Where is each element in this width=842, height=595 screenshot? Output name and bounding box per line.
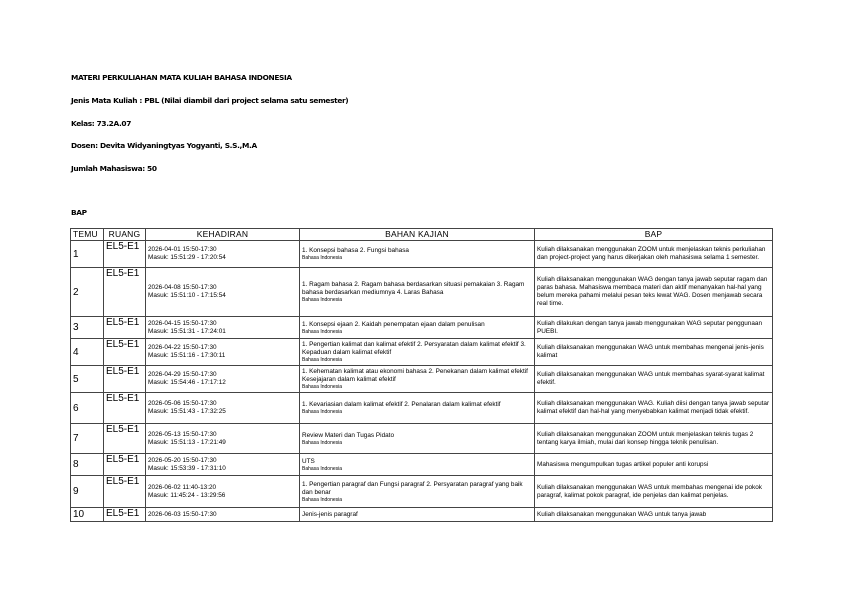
schedule-text: 2026-04-29 15:50-17:30 xyxy=(148,371,217,378)
topic-text: 1. Kehematan kalimat atau ekonomi bahasa 2. Penekanan dalam kalimat efektif Kesejajaran dalam kalimat efektif xyxy=(302,368,528,383)
bap-cell: Kuliah dilaksanakan menggunakan WAG. Kuliah diisi dengan tanya jawab seputar kalimat efektif dan hal-hal yang menyebabkan kalimat menjadi tidak efektif. xyxy=(535,393,773,424)
course-label: Bahasa Indonesia xyxy=(302,297,343,303)
class-code: Kelas: 73.2A.07 xyxy=(71,119,131,128)
bap-cell: Mahasiswa mengumpulkan tugas artikel populer anti korupsi xyxy=(535,454,773,476)
topic-text: 1. Konsepsi ejaan 2. Kaidah penempatan ejaan dalam penulisan xyxy=(302,320,485,328)
check-in-text: Masuk: 15:51:43 - 17:32:25 xyxy=(148,408,226,415)
attendance-cell xyxy=(146,508,300,522)
room-cell: EL5-E1 xyxy=(104,268,146,317)
schedule-text: 2026-04-01 15:50-17:30 xyxy=(148,246,217,253)
table-row xyxy=(71,424,773,454)
room-cell: EL5-E1 xyxy=(104,476,146,508)
bap-cell: Kuliah dilaksanakan menggunakan WAG untuk membahas mengenai jenis-jenis kalimat xyxy=(535,339,773,366)
topic-cell xyxy=(300,393,535,424)
course-type: Jenis Mata Kuliah : PBL (Nilai diambil dari project selama satu semester) xyxy=(71,96,349,105)
bap-cell: Kuliah dilaksanakan menggunakan WAG untuk tanya jawab xyxy=(535,508,773,522)
room-cell: EL5-E1 xyxy=(104,393,146,424)
check-in-text: Masuk: 15:51:13 - 17:21:49 xyxy=(148,438,226,446)
table-row xyxy=(71,317,773,339)
course-label: Bahasa Indonesia xyxy=(302,328,343,335)
column-header-ruang: RUANG xyxy=(104,229,146,241)
temu-cell: 8 xyxy=(71,454,104,476)
check-in-text: Masuk: 11:45:24 - 13:29:56 xyxy=(148,491,226,499)
check-in-text: Masuk: 15:51:16 - 17:30:11 xyxy=(148,352,226,359)
room-cell: EL5-E1 xyxy=(104,508,146,522)
course-label: Bahasa Indonesia xyxy=(302,255,343,261)
temu-cell: 3 xyxy=(71,317,104,339)
check-in-text: Masuk: 15:51:31 - 17:24:01 xyxy=(148,327,226,335)
topic-cell xyxy=(300,317,535,339)
table-header-row xyxy=(71,229,773,241)
schedule-text: 2026-05-13 15:50-17:30 xyxy=(148,430,217,438)
check-in-text: Masuk: 15:51:10 - 17:15:54 xyxy=(148,292,226,299)
bap-table xyxy=(70,228,773,522)
table-row xyxy=(71,476,773,508)
room-cell: EL5-E1 xyxy=(104,241,146,268)
topic-text: UTS xyxy=(302,457,315,465)
table-row xyxy=(71,366,773,393)
course-label: Bahasa Indonesia xyxy=(302,439,343,446)
temu-cell: 1 xyxy=(71,241,104,268)
course-label: Bahasa Indonesia xyxy=(302,384,343,390)
temu-cell: 6 xyxy=(71,393,104,424)
course-label: Bahasa Indonesia xyxy=(302,496,343,503)
attendance-cell xyxy=(146,317,300,339)
room-cell: EL5-E1 xyxy=(104,424,146,454)
attendance-cell xyxy=(146,393,300,424)
table-row xyxy=(71,268,773,317)
bap-cell: Kuliah dilaksanakan menggunakan WAG untuk membahas syarat-syarat kalimat efektif. xyxy=(535,366,773,393)
topic-cell xyxy=(300,508,535,522)
topic-cell xyxy=(300,339,535,366)
topic-cell xyxy=(300,268,535,317)
topic-text: Review Materi dan Tugas Pidato xyxy=(302,431,395,439)
temu-cell: 2 xyxy=(71,268,104,317)
check-in-text: Masuk: 15:51:29 - 17:20:54 xyxy=(148,254,226,261)
topic-cell xyxy=(300,476,535,508)
topic-text: 1. Kevariasian dalam kalimat efektif 2. Penalaran dalam kalimat efektif xyxy=(302,401,501,408)
bap-cell: Kuliah dilakukan dengan tanya jawab menggunakan WAG seputar penggunaan PUEBI. xyxy=(535,317,773,339)
document-title: MATERI PERKULIAHAN MATA KULIAH BAHASA INDONESIA xyxy=(71,73,292,82)
room-cell: EL5-E1 xyxy=(104,317,146,339)
attendance-cell xyxy=(146,241,300,268)
room-cell: EL5-E1 xyxy=(104,454,146,476)
room-cell: EL5-E1 xyxy=(104,339,146,366)
course-label: Bahasa Indonesia xyxy=(302,409,343,415)
table-row xyxy=(71,393,773,424)
topic-text: 1. Pengertian kalimat dan kalimat efektif 2. Persyaratan dalam kalimat efektif 3. Kepaduan dalam kalimat efektif xyxy=(302,341,526,356)
topic-cell xyxy=(300,424,535,454)
schedule-text: 2026-04-15 15:50-17:30 xyxy=(148,319,217,327)
attendance-cell xyxy=(146,366,300,393)
schedule-text: 2026-04-22 15:50-17:30 xyxy=(148,344,217,351)
room-cell: EL5-E1 xyxy=(104,366,146,393)
schedule-text: 2026-04-08 15:50-17:30 xyxy=(148,284,217,291)
schedule-text: 2026-05-06 15:50-17:30 xyxy=(148,400,217,407)
table-row xyxy=(71,454,773,476)
schedule-text: 2026-06-03 15:50-17:30 xyxy=(148,510,217,518)
temu-cell: 4 xyxy=(71,339,104,366)
section-heading: BAP xyxy=(71,208,87,217)
attendance-cell xyxy=(146,454,300,476)
course-label: Bahasa Indonesia xyxy=(302,357,343,363)
lecturer-name: Dosen: Devita Widyaningtyas Yogyanti, S.S.,M.A xyxy=(71,141,257,150)
course-label: Bahasa Indonesia xyxy=(302,465,343,472)
bap-cell: Kuliah dilaksanakan menggunakan WAG dengan tanya jawab seputar ragam dan paras bahasa. Mahasiswa membaca materi dan aktif menanyakan hal-hal yang belum mereka pahami melalui pesan teks lewat WAG. Dosen menjawab secara real time. xyxy=(535,268,773,317)
temu-cell: 10 xyxy=(71,508,104,522)
topic-text: 1. Konsepsi bahasa 2. Fungsi bahasa xyxy=(302,247,409,254)
temu-cell: 5 xyxy=(71,366,104,393)
column-header-temu: TEMU xyxy=(71,229,104,241)
topic-cell xyxy=(300,454,535,476)
bap-cell: Kuliah dilaksanakan menggunakan ZOOM untuk menjelaskan teknis tugas 2 tentang karya ilmiah, mulai dari konsep hingga teknik penulisan. xyxy=(535,424,773,454)
check-in-text: Masuk: 15:54:46 - 17:17:12 xyxy=(148,379,226,386)
temu-cell: 9 xyxy=(71,476,104,508)
topic-text: 1. Ragam bahasa 2. Ragam bahasa berdasarkan situasi pemakaian 3. Ragam bahasa berdasarkan mediumnya 4. Laras Bahasa xyxy=(302,281,525,296)
schedule-text: 2026-06-02 11:40-13:20 xyxy=(148,483,217,491)
table-row xyxy=(71,508,773,522)
attendance-cell xyxy=(146,268,300,317)
check-in-text: Masuk: 15:53:39 - 17:31:10 xyxy=(148,464,226,472)
temu-cell: 7 xyxy=(71,424,104,454)
topic-text: 1. Pengertian paragraf dan Fungsi paragraf 2. Persyaratan paragraf yang baik dan benar xyxy=(302,480,523,496)
student-count: Jumlah Mahasiswa: 50 xyxy=(71,164,157,173)
schedule-text: 2026-05-20 15:50-17:30 xyxy=(148,456,217,464)
topic-cell xyxy=(300,241,535,268)
topic-cell xyxy=(300,366,535,393)
bap-cell: Kuliah dilaksanakan menggunakan ZOOM untuk menjelaskan teknis perkuliahan dan project-project yang harus dikerjakan oleh mahasiswa selama 1 semester. xyxy=(535,241,773,268)
attendance-cell xyxy=(146,424,300,454)
column-header-bap: BAP xyxy=(535,229,773,241)
table-row xyxy=(71,241,773,268)
bap-cell: Kuliah dilaksanakan menggunakan WAS untuk membahas mengenai ide pokok paragraf, kalimat pokok paragraf, ide penjelas dan kalimat penjelas. xyxy=(535,476,773,508)
table-row xyxy=(71,339,773,366)
topic-text: Jenis-jenis paragraf xyxy=(302,510,358,518)
column-header-bahan-kajian: BAHAN KAJIAN xyxy=(300,229,535,241)
attendance-cell xyxy=(146,476,300,508)
column-header-kehadiran: KEHADIRAN xyxy=(146,229,300,241)
attendance-cell xyxy=(146,339,300,366)
